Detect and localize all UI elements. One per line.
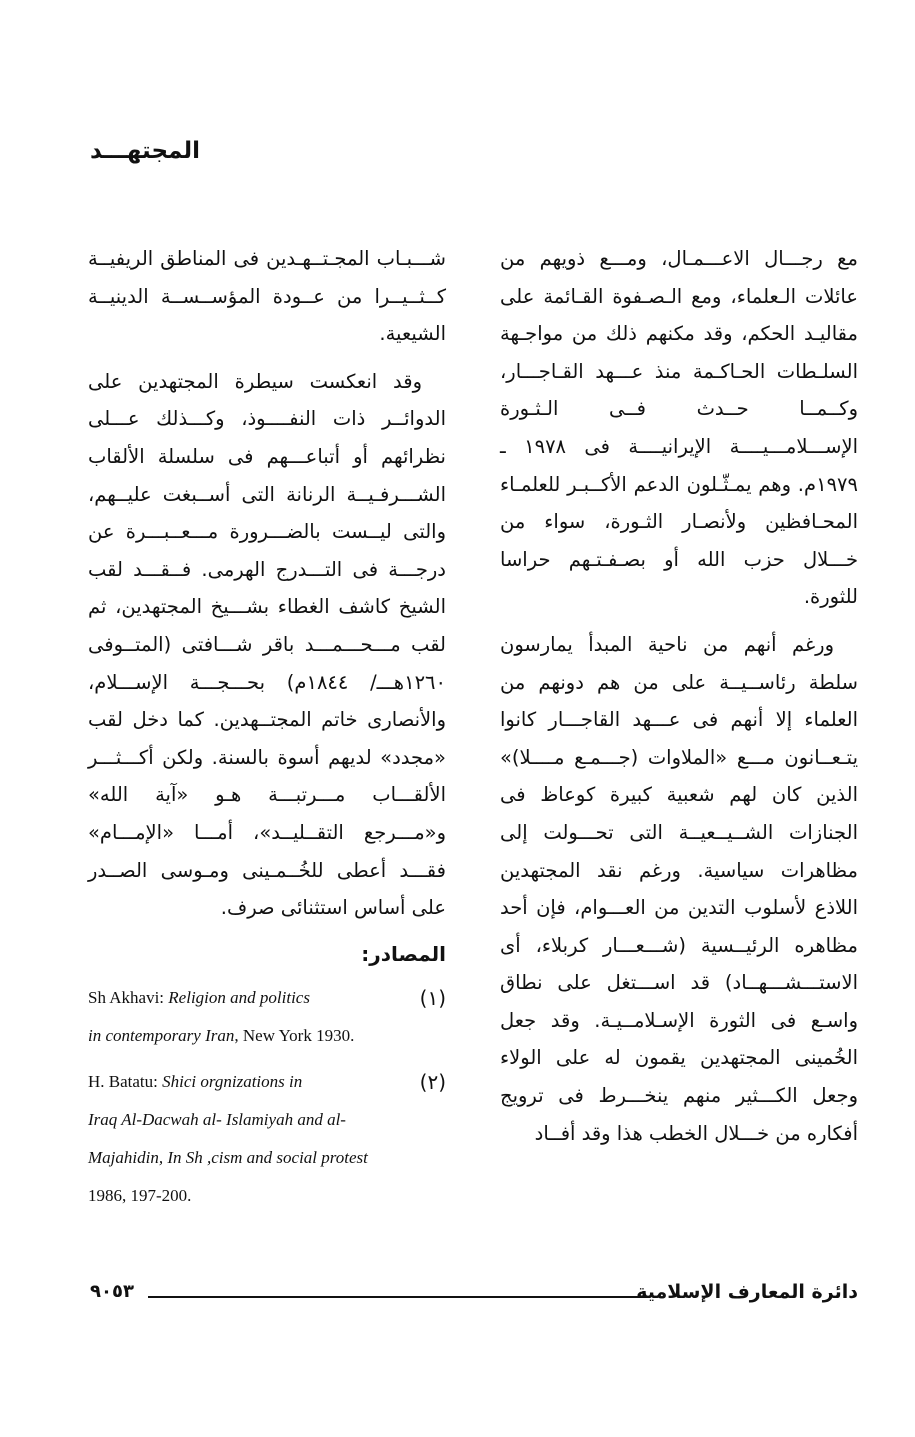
reference-line — [88, 1063, 446, 1101]
reference-item — [88, 979, 446, 1055]
reference-line — [88, 979, 446, 1017]
reference-line — [88, 1017, 446, 1055]
page-header-title: المجتهـــد — [90, 138, 200, 164]
reference-details: , New York 1930. — [234, 1025, 355, 1045]
page-footer — [90, 1281, 858, 1311]
reference-author: H. Batatu: — [88, 1071, 163, 1091]
paragraph: مع رجـــال الاعـــمـال، ومـــع ذويهم من عائلات الـعلماء، ومع الـصـفوة القـائمة على مقاليـد الحكم، وقد مكنهم ذلك من مواجـهة السلـطات الحـاكـمة منذ عـــهد القـاجـــار، وكــمــا حــدث فــى الـثـورة الإســـلامـــيــــة الإيرانيــــة فى ١٩٧٨ ـ ١٩٧٩م. وهم يمـثّـلون الدعم الأكــبـر للعلمـاء المحـافظين ولأنصـار الثـورة، سواء من خـــلال حزب الله أو بصـفـتـهم حراسا للثورة. — [500, 247, 858, 609]
reference-title: Majahidin, In Sh ,cism and social protest — [88, 1147, 368, 1167]
reference-title: Iraq Al-Dacwah al- Islamiyah and al- — [88, 1109, 346, 1129]
paragraph: ورغم أنهم من ناحية المبدأ يمارسون سلطة رئاســيــة على من هم دونهم من العلماء إلا أنهم فى عـــهد القاجـــار كانوا يتـعــانون مـــع «الملاوات (جـــمـع مــــلا)» الذين كان لهم شعبية كبيرة كوعاظ فى الجنازات الشــيــعيــة التى تحـــولت إلى مظاهرات سياسية. ورغم نقد المجتهدين اللاذع لأسلوب التدين من العـــوام، فإن أحد مظاهره الرئيــسية (شـــعـــار كربلاء، أى الاستـــشـــهــاد) قد اســـتغل على نطاق واسـع فى الثورة الإسـلامــيـة. وقد جعل الخُمينى المجتهدين يقمون له على الولاء وجعل الكـــثير منهم ينخـــرط فى ترويج أفكاره من خـــلال الخطب هذا وقد أفــاد — [500, 632, 858, 1145]
reference-title: Shici orgnizations in — [162, 1071, 303, 1091]
reference-number: (١) — [419, 985, 446, 1010]
reference-author: Sh Akhavi: — [88, 987, 169, 1007]
reference-number: (٢) — [419, 1069, 446, 1094]
reference-item — [88, 1063, 446, 1215]
paragraph: وقد انعكست سيطرة المجتهدين على الدوائــر ذات النفــــوذ، وكـــذلك عـــلى نظرائهم أو أتباعـــهم فى سلسلة الألقاب الشـــرفـيــة الرنانة التى أســبغت عليــهم، والتى ليــست بالضـــرورة مـــعــبـــرة عن درجـــة فى التـــدرج الهرمى. فــقـــد لقب الشيخ كاشف الغطاء بشـــيخ المجتهدين، ثم لقب مـــحـــمـــد باقر شـــافتى (المتــوفى ١٢٦٠هـــ/ ١٨٤٤م) بحـــجـــة الإســـلام، والأنصارى خاتم المجتــهدين. كما دخل لقب «مجدد» لديهم أسوة بالسنة. ولكن أكـــثـــر الألقـــاب مـــرتبـــة هـو «آية الله» و«مـــرجع التقــليــد»، أمـــا «الإمـــام» فقـــد أعطى للخُــمـينى ومـوسى الصــدر على أساس استثنائى صرف. — [88, 369, 446, 920]
right-column — [500, 240, 858, 1162]
reference-title: in contemporary Iran — [88, 1025, 235, 1045]
sources-heading: المصادر: — [361, 941, 446, 966]
page-number: ٩٠٥٣ — [90, 1281, 134, 1302]
left-column — [88, 240, 446, 1223]
reference-line — [88, 1101, 446, 1139]
paragraph: شـــبـاب المجـتــهـدين فى المناطق الريفيــة كــثــيــرا من عــودة المؤســســة الدينيــة الشيعية. — [88, 247, 446, 346]
publication-name: دائرة المعارف الإسلامية — [636, 1281, 858, 1303]
reference-line — [88, 1139, 446, 1177]
footer-divider — [148, 1296, 648, 1298]
reference-title: Religion and politics — [168, 987, 310, 1007]
reference-details: 1986, 197-200. — [88, 1185, 192, 1205]
